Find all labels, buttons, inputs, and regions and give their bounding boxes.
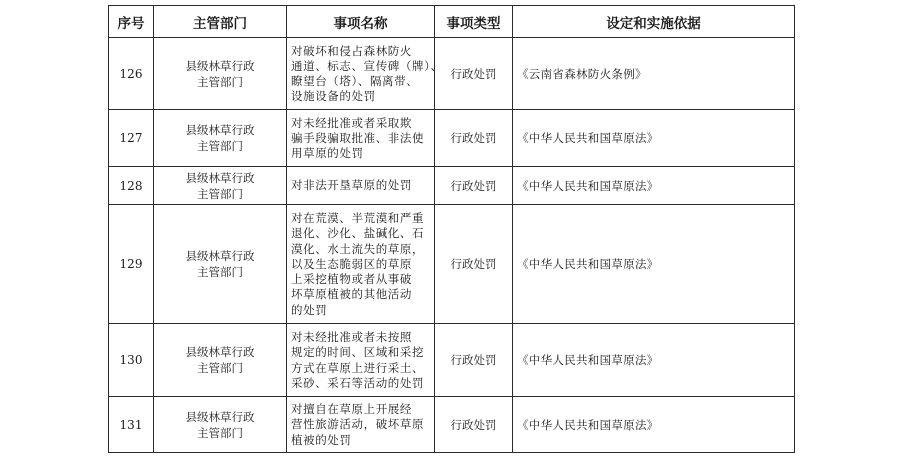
dept-line: 主管部门 <box>197 425 243 440</box>
name-line: 设施设备的处罚 <box>291 89 376 104</box>
cell-seq: 128 <box>109 167 154 205</box>
header-seq: 序号 <box>109 6 154 38</box>
cell-name <box>287 167 435 205</box>
cell-name <box>287 205 435 324</box>
dept-line: 县级林草行政 <box>185 58 255 73</box>
dept-line: 主管部门 <box>197 74 243 89</box>
table-row <box>109 110 795 167</box>
cell-name <box>287 397 435 453</box>
name-line: 营性旅游活动，破坏草原 <box>291 417 425 432</box>
header-basis: 设定和实施依据 <box>513 6 795 38</box>
cell-type: 行政处罚 <box>435 205 513 324</box>
dept-line: 主管部门 <box>197 186 243 201</box>
dept-line: 县级林草行政 <box>185 123 255 137</box>
cell-dept <box>154 324 287 397</box>
cell-basis: 《中华人民共和国草原法》 <box>513 324 795 397</box>
table-header-row <box>109 6 795 38</box>
name-line: 的处罚 <box>291 302 328 317</box>
name-line: 对未经批准或者采取欺 <box>291 115 412 130</box>
table-row <box>109 38 795 110</box>
cell-seq: 126 <box>109 38 154 110</box>
name-line: 方式在草原上进行采土、 <box>291 360 425 375</box>
name-line: 瞭望台（塔）、隔离带、 <box>291 74 419 88</box>
name-line: 植被的处罚 <box>291 432 352 447</box>
header-dept: 主管部门 <box>154 6 287 38</box>
table-body <box>109 38 795 453</box>
cell-dept <box>154 38 287 110</box>
cell-name <box>287 38 443 110</box>
dept-line: 主管部门 <box>197 265 243 279</box>
table-row <box>109 205 795 324</box>
name-line: 对未经批准或者未按照 <box>291 330 412 345</box>
cell-basis: 《中华人民共和国草原法》 <box>513 167 795 205</box>
name-line: 骗手段骗取批准、非法使 <box>291 130 425 145</box>
dept-line: 主管部门 <box>197 139 243 153</box>
table-row <box>109 167 795 205</box>
name-line: 采砂、采石等活动的处罚 <box>291 375 425 390</box>
dept-line: 县级林草行政 <box>185 345 255 359</box>
cell-basis: 《中华人民共和国草原法》 <box>513 205 795 324</box>
name-line: 规定的时间、区域和采挖 <box>291 345 425 360</box>
name-line: 漠化、水土流失的草原， <box>291 241 425 256</box>
cell-name <box>287 110 435 167</box>
name-line: 对非法开垦草原的处罚 <box>291 178 412 193</box>
dept-line: 县级林草行政 <box>185 409 255 424</box>
cell-type: 行政处罚 <box>435 397 513 453</box>
dept-line: 县级林草行政 <box>185 170 255 185</box>
cell-type: 行政处罚 <box>435 110 513 167</box>
cell-basis: 《云南省森林防火条例》 <box>513 38 795 110</box>
cell-type: 行政处罚 <box>435 324 513 397</box>
cell-dept <box>154 167 287 205</box>
cell-type: 行政处罚 <box>435 167 513 205</box>
cell-seq: 130 <box>109 324 154 397</box>
cell-type: 行政处罚 <box>435 38 513 110</box>
name-line: 对在荒漠、半荒漠和严重 <box>291 211 425 226</box>
header-type: 事项类型 <box>435 6 513 38</box>
cell-seq: 129 <box>109 205 154 324</box>
cell-seq: 127 <box>109 110 154 167</box>
name-line: 上采挖植物或者从事破 <box>291 272 412 287</box>
cell-basis: 《中华人民共和国草原法》 <box>513 110 795 167</box>
cell-dept <box>154 397 287 453</box>
dept-line: 县级林草行政 <box>185 249 255 263</box>
name-line: 坏草原植被的其他活动 <box>291 287 412 302</box>
cell-name <box>287 324 435 397</box>
cell-dept <box>154 205 287 324</box>
name-line: 退化、沙化、盐碱化、石 <box>291 226 425 241</box>
name-line: 用草原的处罚 <box>291 146 364 161</box>
cell-dept <box>154 110 287 167</box>
table-row <box>109 397 795 453</box>
name-line: 通道、标志、宣传碑（牌）、 <box>291 58 443 73</box>
name-line: 以及生态脆弱区的草原 <box>291 256 412 271</box>
cell-seq: 131 <box>109 397 154 453</box>
name-line: 对破坏和侵占森林防火 <box>291 43 412 58</box>
cell-basis: 《中华人民共和国草原法》 <box>513 397 795 453</box>
dept-line: 主管部门 <box>197 361 243 375</box>
table-row <box>109 324 795 397</box>
matters-table <box>108 5 795 453</box>
name-line: 对擅自在草原上开展经 <box>291 402 412 417</box>
header-name: 事项名称 <box>287 6 435 38</box>
